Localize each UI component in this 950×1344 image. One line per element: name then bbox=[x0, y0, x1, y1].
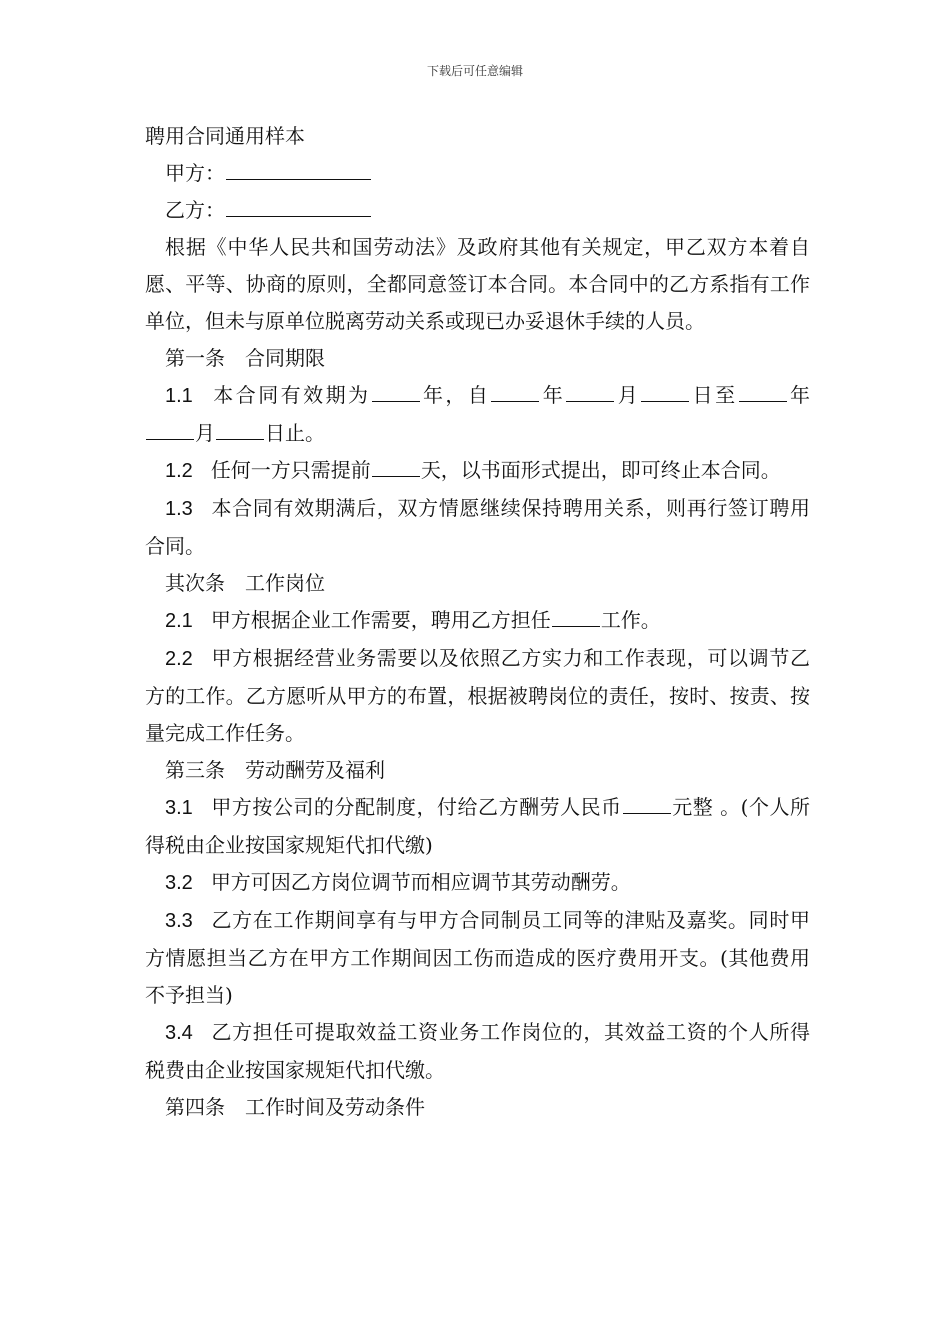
page-header: 下载后可任意编辑 bbox=[426, 64, 523, 78]
document-title: 聘用合同通用样本 bbox=[145, 124, 305, 148]
blank bbox=[641, 379, 689, 402]
clause-number: 2.1 bbox=[165, 610, 193, 632]
party-b-line bbox=[145, 192, 810, 229]
clause-3-3 bbox=[145, 902, 810, 1014]
party-a-label: 甲方： bbox=[165, 161, 225, 185]
clause-number: 2.2 bbox=[165, 648, 193, 670]
blank bbox=[739, 379, 787, 402]
clause-text: 任何一方只需提前 bbox=[210, 458, 371, 482]
clause-number: 3.4 bbox=[165, 1022, 193, 1044]
party-a-line bbox=[145, 155, 810, 192]
clause-1-3 bbox=[145, 490, 810, 565]
article-3-heading: 第三条 劳动酬劳及福利 bbox=[165, 758, 385, 782]
clause-text: 乙方在工作期间享有与甲方合同制员工同等的津贴及嘉奖。同时甲方情愿担当乙方在甲方工作期间因工伤而造成的医疗费用开支。(其他费用不予担当) bbox=[145, 908, 810, 1007]
article-1-heading: 第一条 合同期限 bbox=[165, 346, 325, 370]
clause-text: 甲方按公司的分配制度，付给乙方酬劳人民币 bbox=[210, 795, 622, 819]
blank bbox=[623, 791, 671, 814]
article-2-heading: 其次条 工作岗位 bbox=[165, 571, 325, 595]
blank bbox=[372, 379, 420, 402]
clause-text: 年 bbox=[787, 383, 811, 407]
intro-paragraph: 根据《中华人民共和国劳动法》及政府其他有关规定，甲乙双方本着自愿、平等、协商的原则，全都同意签订本合同。本合同中的乙方系指有工作单位，但未与原单位脱离劳动关系或现已办妥退休手续的人员。 bbox=[145, 235, 810, 333]
clause-number: 3.3 bbox=[165, 910, 193, 932]
clause-2-2 bbox=[145, 640, 810, 752]
clause-3-4 bbox=[145, 1014, 810, 1089]
clause-text: 本合同有效期为 bbox=[210, 383, 371, 407]
clause-text: 日止。 bbox=[265, 421, 325, 445]
blank bbox=[491, 379, 539, 402]
clause-text: 年 bbox=[540, 383, 566, 407]
article-4-heading: 第四条 工作时间及劳动条件 bbox=[165, 1095, 425, 1119]
clause-text: 工作。 bbox=[600, 608, 661, 632]
clause-1-2 bbox=[145, 452, 810, 490]
blank bbox=[216, 417, 264, 440]
clause-text: 甲方根据企业工作需要，聘用乙方担任 bbox=[210, 608, 551, 632]
clause-2-1 bbox=[145, 602, 810, 640]
clause-text: 甲方根据经营业务需要以及依照乙方实力和工作表现，可以调节乙方的工作。乙方愿听从甲方的布置，根据被聘岗位的责任，按时、按责、按量完成工作任务。 bbox=[145, 646, 810, 745]
party-b-blank bbox=[226, 194, 371, 217]
clause-text: 日至 bbox=[690, 383, 738, 407]
clause-1-1 bbox=[145, 377, 810, 452]
party-a-blank bbox=[226, 157, 371, 180]
clause-text: 甲方可因乙方岗位调节而相应调节其劳动酬劳。 bbox=[210, 870, 631, 894]
blank bbox=[372, 454, 420, 477]
document-body bbox=[145, 118, 810, 1126]
clause-number: 1.2 bbox=[165, 460, 193, 482]
clause-3-1 bbox=[145, 789, 810, 864]
blank bbox=[566, 379, 614, 402]
blank bbox=[146, 417, 194, 440]
clause-text: 月 bbox=[615, 383, 641, 407]
clause-text: 年，自 bbox=[420, 383, 491, 407]
clause-number: 3.2 bbox=[165, 872, 193, 894]
clause-text: 月 bbox=[195, 421, 215, 445]
clause-number: 1.3 bbox=[165, 498, 193, 520]
clause-text: 本合同有效期满后，双方情愿继续保持聘用关系，则再行签订聘用合同。 bbox=[145, 496, 810, 558]
clause-3-2 bbox=[145, 864, 810, 902]
clause-text: 元整 。(个人所得税由企业按国家规矩代扣代缴) bbox=[145, 795, 810, 857]
clause-text: 乙方担任可提取效益工资业务工作岗位的，其效益工资的个人所得税费由企业按国家规矩代扣代缴。 bbox=[145, 1020, 810, 1082]
clause-number: 3.1 bbox=[165, 797, 193, 819]
clause-text: 天，以书面形式提出，即可终止本合同。 bbox=[420, 458, 781, 482]
party-b-label: 乙方： bbox=[165, 198, 225, 222]
blank bbox=[552, 604, 600, 627]
clause-number: 1.1 bbox=[165, 385, 193, 407]
